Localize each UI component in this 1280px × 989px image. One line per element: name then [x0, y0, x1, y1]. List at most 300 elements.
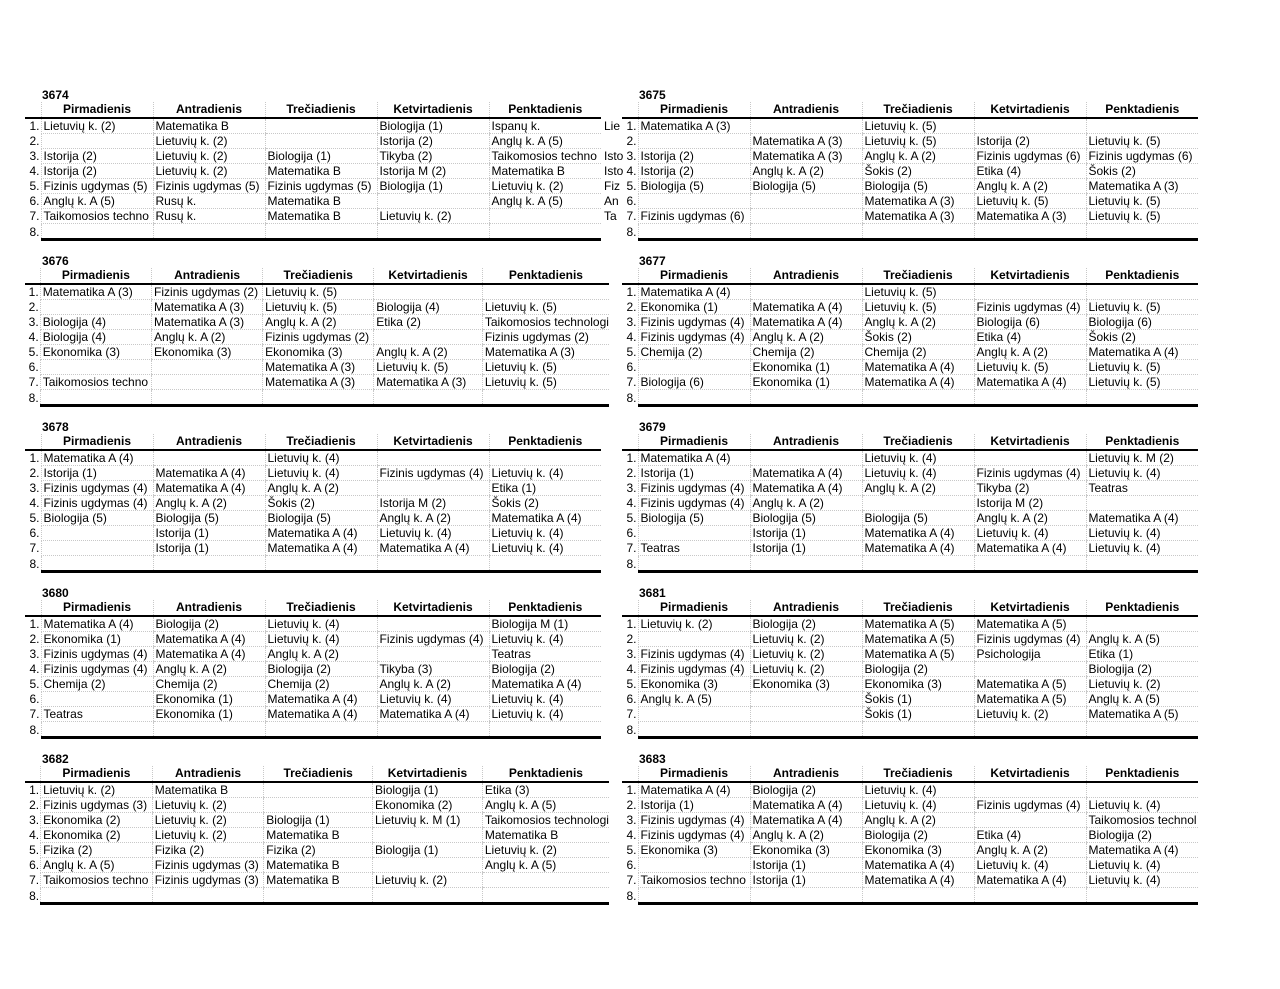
- lesson-number: 8.: [626, 888, 637, 903]
- lesson-cell: Matematika A (4): [750, 466, 862, 481]
- lesson-cell: Matematika A (5): [862, 632, 974, 647]
- lesson-number: 6.: [626, 194, 637, 208]
- lesson-cell: [153, 450, 265, 466]
- lesson-row: [622, 496, 1198, 511]
- lesson-number: 7.: [626, 375, 637, 389]
- lesson-cell: Fizika (2): [152, 843, 264, 858]
- lesson-cell: Lietuvių k. (4): [377, 526, 489, 541]
- day-header: Penktadienis: [1086, 600, 1198, 616]
- lesson-cell: [1086, 224, 1198, 240]
- schedule-table: [622, 600, 1198, 739]
- lesson-number: 8.: [29, 556, 40, 571]
- lesson-cell: [41, 722, 153, 738]
- lesson-cell: Lietuvių k. M (2): [1086, 450, 1198, 466]
- day-header: Pirmadienis: [638, 102, 750, 118]
- lesson-row: [622, 873, 1198, 888]
- lesson-cell: Ekonomika (1): [153, 707, 265, 722]
- day-header: Pirmadienis: [638, 600, 750, 616]
- lesson-cell: Chemija (2): [862, 345, 974, 360]
- lesson-cell: Anglų k. A (5): [41, 194, 153, 209]
- lesson-cell: Lietuvių k. (5): [1086, 375, 1198, 390]
- lesson-cell: Anglų k. A (5): [482, 798, 609, 813]
- lesson-cell: Matematika A (4): [974, 375, 1086, 390]
- lesson-number: 2.: [626, 798, 637, 812]
- day-header: Trečiadienis: [264, 766, 373, 782]
- lesson-row: [622, 616, 1198, 632]
- lesson-cell: [974, 813, 1086, 828]
- lesson-cell: Matematika A (4): [1086, 345, 1198, 360]
- lesson-number: 5.: [626, 179, 637, 193]
- lesson-number-header: [622, 434, 638, 450]
- lesson-row: [622, 149, 1198, 164]
- lesson-cell: [374, 390, 483, 406]
- lesson-cell: Lietuvių k. (2): [153, 134, 265, 149]
- lesson-cell: Biologija (1): [264, 813, 373, 828]
- lesson-cell: Fizika (2): [41, 843, 153, 858]
- lesson-cell: Etika (1): [489, 481, 601, 496]
- lesson-cell: Lietuvių k. (5): [482, 375, 609, 390]
- lesson-cell: Istorija (1): [638, 466, 750, 481]
- lesson-cell: Ekonomika (2): [41, 813, 153, 828]
- lesson-row: [622, 813, 1198, 828]
- lesson-cell: Lietuvių k. (4): [265, 632, 377, 647]
- lesson-cell: Chemija (2): [153, 677, 265, 692]
- lesson-cell: Lietuvių k. (5): [374, 360, 483, 375]
- lesson-cell: Istorija M (2): [377, 164, 489, 179]
- lesson-cell: Matematika A (5): [974, 616, 1086, 632]
- lesson-cell: Istorija (1): [638, 798, 750, 813]
- lesson-cell: Matematika A (5): [974, 692, 1086, 707]
- lesson-cell: [638, 707, 750, 722]
- lesson-cell: Taikomosios technol: [1086, 813, 1198, 828]
- lesson-row: [25, 556, 601, 572]
- lesson-cell: [750, 390, 862, 406]
- lesson-row: [622, 526, 1198, 541]
- lesson-cell: [377, 481, 489, 496]
- day-header: Ketvirtadienis: [974, 766, 1086, 782]
- lesson-cell: Matematika A (4): [489, 677, 601, 692]
- lesson-number: 5.: [29, 677, 40, 691]
- lesson-cell: Matematika A (3): [152, 300, 263, 315]
- lesson-row: [25, 224, 601, 240]
- lesson-cell: [974, 722, 1086, 738]
- lesson-cell: Istorija (2): [638, 164, 750, 179]
- lesson-cell: Lietuvių k. (4): [862, 450, 974, 466]
- lesson-cell: [482, 284, 609, 300]
- lesson-cell: [153, 556, 265, 572]
- lesson-row: [25, 315, 609, 330]
- lesson-row: [25, 164, 601, 179]
- lesson-cell: [265, 556, 377, 572]
- lesson-cell: Šokis (2): [1086, 164, 1198, 179]
- lesson-number: 2.: [626, 134, 637, 148]
- lesson-cell: [974, 284, 1086, 300]
- lesson-cell: Lietuvių k. (2): [153, 149, 265, 164]
- lesson-row: [622, 798, 1198, 813]
- lesson-cell: Taikomosios techno: [41, 873, 153, 888]
- lesson-number: 8.: [29, 224, 40, 239]
- lesson-cell: Matematika A (4): [750, 813, 862, 828]
- lesson-cell: Chemija (2): [750, 345, 862, 360]
- lesson-row: [622, 345, 1198, 360]
- lesson-cell: Fizinis ugdymas (6): [974, 149, 1086, 164]
- lesson-cell: Matematika A (4): [377, 707, 489, 722]
- lesson-number: 5.: [28, 345, 39, 359]
- lesson-row: [25, 149, 601, 164]
- lesson-row: [25, 360, 609, 375]
- lesson-cell: Lietuvių k. (4): [974, 858, 1086, 873]
- class-timetable: [622, 254, 1206, 414]
- lesson-number: 2.: [626, 300, 637, 314]
- lesson-cell: Anglų k. A (2): [974, 179, 1086, 194]
- lesson-cell: Matematika A (4): [265, 707, 377, 722]
- lesson-number: 7.: [29, 209, 40, 223]
- lesson-cell: [750, 284, 862, 300]
- lesson-row: [622, 315, 1198, 330]
- lesson-cell: Chemija (2): [41, 677, 153, 692]
- lesson-cell: Anglų k. A (2): [152, 330, 263, 345]
- lesson-cell: Matematika A (3): [638, 118, 750, 134]
- day-header: Trečiadienis: [862, 600, 974, 616]
- lesson-cell: Biologija (2): [750, 782, 862, 798]
- lesson-cell: Lietuvių k. (2): [41, 782, 153, 798]
- lesson-cell: Matematika A (5): [974, 677, 1086, 692]
- lesson-cell: [377, 722, 489, 738]
- lesson-cell: Fizinis ugdymas (3): [152, 873, 264, 888]
- lesson-cell: Matematika A (3): [974, 209, 1086, 224]
- class-timetable: [25, 420, 609, 580]
- schedule-table: [25, 268, 609, 407]
- lesson-cell: Lietuvių k. (4): [265, 466, 377, 481]
- lesson-number: 3.: [626, 481, 637, 495]
- day-header: Trečiadienis: [862, 102, 974, 118]
- lesson-number: 5.: [626, 677, 637, 691]
- lesson-cell: Matematika A (4): [862, 526, 974, 541]
- lesson-number: 5.: [29, 511, 40, 525]
- lesson-cell: Istorija (1): [153, 541, 265, 556]
- lesson-cell: Fizinis ugdymas (4): [638, 315, 750, 330]
- lesson-cell: [974, 450, 1086, 466]
- lesson-cell: [638, 858, 750, 873]
- lesson-number-header: [622, 102, 638, 118]
- day-header: Trečiadienis: [265, 102, 377, 118]
- lesson-cell: Istorija M (2): [377, 496, 489, 511]
- lesson-cell: [638, 134, 750, 149]
- lesson-cell: Lietuvių k. (5): [862, 284, 974, 300]
- lesson-number: 7.: [29, 707, 40, 721]
- lesson-cell: Ekonomika (3): [862, 677, 974, 692]
- lesson-cell: Istorija (2): [974, 134, 1086, 149]
- lesson-number: 8.: [626, 556, 637, 571]
- lesson-cell: [638, 888, 750, 904]
- lesson-cell: Ekonomika (3): [750, 843, 862, 858]
- lesson-cell: [638, 556, 750, 572]
- class-id-label: 3678: [42, 420, 69, 434]
- lesson-cell: Chemija (2): [638, 345, 750, 360]
- lesson-cell: Anglų k. A (2): [153, 496, 265, 511]
- lesson-row: [25, 481, 601, 496]
- lesson-cell: Anglų k. A (5): [489, 194, 601, 209]
- lesson-cell: Biologija (6): [638, 375, 750, 390]
- lesson-cell: Matematika A (3): [374, 375, 483, 390]
- lesson-cell: [862, 224, 974, 240]
- lesson-row: [622, 632, 1198, 647]
- lesson-cell: Fizinis ugdymas (5): [265, 179, 377, 194]
- lesson-cell: Anglų k. A (2): [862, 813, 974, 828]
- lesson-cell: Anglų k. A (2): [862, 315, 974, 330]
- lesson-cell: Matematika A (4): [750, 300, 862, 315]
- lesson-number: 4.: [626, 164, 637, 178]
- lesson-cell: Biologija (4): [40, 315, 151, 330]
- lesson-cell: Biologija (4): [40, 330, 151, 345]
- lesson-number: 3.: [626, 647, 637, 661]
- lesson-cell: Taikomosios techno: [638, 873, 750, 888]
- day-header: Antradienis: [153, 102, 265, 118]
- lesson-number-header: [622, 766, 638, 782]
- day-header: Penktadienis: [489, 434, 601, 450]
- lesson-cell: [152, 360, 263, 375]
- lesson-cell: Biologija M (1): [489, 616, 601, 632]
- lesson-row: [25, 179, 601, 194]
- lesson-cell: Chemija (2): [265, 677, 377, 692]
- lesson-row: [25, 496, 601, 511]
- day-header: Ketvirtadienis: [974, 268, 1086, 284]
- lesson-row: [622, 647, 1198, 662]
- lesson-cell: Lietuvių k. (2): [750, 662, 862, 677]
- day-header-row: [622, 766, 1198, 782]
- lesson-cell: Matematika B: [265, 164, 377, 179]
- lesson-cell: Lietuvių k. (5): [1086, 194, 1198, 209]
- lesson-cell: Matematika B: [489, 164, 601, 179]
- lesson-cell: [1086, 722, 1198, 738]
- day-header: Antradienis: [750, 434, 862, 450]
- lesson-cell: Anglų k. A (2): [974, 345, 1086, 360]
- lesson-number-header: [25, 600, 41, 616]
- lesson-row: [622, 541, 1198, 556]
- lesson-cell: Matematika A (5): [862, 616, 974, 632]
- lesson-cell: Anglų k. A (2): [750, 164, 862, 179]
- lesson-cell: [974, 556, 1086, 572]
- lesson-cell: Lietuvių k. (4): [1086, 873, 1198, 888]
- lesson-cell: Biologija (2): [1086, 828, 1198, 843]
- lesson-cell: Matematika A (4): [638, 450, 750, 466]
- lesson-row: [622, 209, 1198, 224]
- lesson-row: [25, 450, 601, 466]
- lesson-cell: [638, 390, 750, 406]
- lesson-cell: [1086, 616, 1198, 632]
- lesson-cell: Biologija (2): [265, 662, 377, 677]
- lesson-cell: Anglų k. A (2): [265, 647, 377, 662]
- day-header: Antradienis: [750, 766, 862, 782]
- lesson-cell: Lietuvių k. (5): [862, 300, 974, 315]
- lesson-number: 7.: [29, 873, 40, 887]
- lesson-cell: [1086, 888, 1198, 904]
- schedule-table: [25, 434, 601, 573]
- lesson-cell: Ekonomika (3): [40, 345, 151, 360]
- class-timetable: [25, 752, 609, 912]
- lesson-cell: Teatras: [41, 707, 153, 722]
- lesson-cell: [40, 360, 151, 375]
- lesson-cell: Biologija (5): [750, 179, 862, 194]
- day-header: Pirmadienis: [41, 434, 153, 450]
- lesson-cell: Istorija (1): [750, 526, 862, 541]
- lesson-cell: Lietuvių k. (2): [41, 118, 153, 134]
- day-header: Antradienis: [152, 268, 263, 284]
- lesson-cell: Matematika A (4): [1086, 843, 1198, 858]
- lesson-cell: Biologija (5): [862, 179, 974, 194]
- lesson-cell: Biologija (2): [153, 616, 265, 632]
- lesson-cell: Lietuvių k. (4): [489, 632, 601, 647]
- lesson-number: 7.: [626, 873, 637, 887]
- lesson-cell: Lietuvių k. (5): [482, 360, 609, 375]
- lesson-cell: [974, 390, 1086, 406]
- lesson-cell: Matematika A (4): [265, 541, 377, 556]
- lesson-number: 5.: [626, 843, 637, 857]
- lesson-row: [622, 888, 1198, 904]
- lesson-row: [622, 662, 1198, 677]
- day-header-row: [25, 268, 609, 284]
- lesson-number: 4.: [626, 662, 637, 676]
- lesson-cell: Biologija (5): [153, 511, 265, 526]
- lesson-cell: Lietuvių k. (4): [862, 466, 974, 481]
- lesson-cell: [1086, 284, 1198, 300]
- lesson-row: [25, 677, 601, 692]
- lesson-cell: Lietuvių k. (2): [750, 632, 862, 647]
- lesson-row: [25, 375, 609, 390]
- lesson-number: 4.: [29, 164, 40, 178]
- lesson-number: 8.: [626, 390, 637, 405]
- lesson-cell: Lietuvių k. (4): [974, 526, 1086, 541]
- lesson-cell: Matematika B: [264, 828, 373, 843]
- lesson-cell: Istorija M (2): [974, 496, 1086, 511]
- schedule-table: [25, 600, 601, 739]
- lesson-cell: Lietuvių k. (5): [263, 300, 374, 315]
- day-header-row: [622, 268, 1198, 284]
- day-header-row: [25, 102, 601, 118]
- day-header: Trečiadienis: [862, 434, 974, 450]
- lesson-number: 8.: [626, 722, 637, 737]
- lesson-cell: [638, 224, 750, 240]
- day-header: Antradienis: [750, 268, 862, 284]
- lesson-cell: [41, 224, 153, 240]
- lesson-cell: Lietuvių k. (4): [489, 466, 601, 481]
- day-header: Trečiadienis: [265, 434, 377, 450]
- class-id-label: 3679: [639, 420, 666, 434]
- lesson-cell: Biologija (5): [750, 511, 862, 526]
- lesson-cell: [153, 722, 265, 738]
- lesson-cell: Anglų k. A (5): [638, 692, 750, 707]
- schedule-table: [25, 766, 609, 905]
- lesson-row: [25, 541, 601, 556]
- lesson-cell: Fizinis ugdymas (4): [41, 647, 153, 662]
- lesson-number: 1.: [626, 617, 637, 632]
- lesson-cell: [489, 209, 601, 224]
- day-header-row: [25, 434, 601, 450]
- lesson-row: [622, 511, 1198, 526]
- lesson-cell: Ekonomika (3): [638, 843, 750, 858]
- lesson-cell: Matematika A (3): [263, 375, 374, 390]
- lesson-row: [622, 828, 1198, 843]
- lesson-cell: [377, 224, 489, 240]
- day-header: Pirmadienis: [638, 766, 750, 782]
- lesson-cell: Matematika A (4): [638, 782, 750, 798]
- lesson-cell: Matematika A (4): [862, 541, 974, 556]
- lesson-number-header: [622, 600, 638, 616]
- lesson-row: [25, 511, 601, 526]
- lesson-cell: Biologija (2): [489, 662, 601, 677]
- day-header: Trečiadienis: [862, 766, 974, 782]
- lesson-cell: [638, 722, 750, 738]
- lesson-cell: Matematika A (4): [153, 466, 265, 481]
- day-header: Antradienis: [153, 600, 265, 616]
- lesson-number: 6.: [626, 692, 637, 706]
- lesson-cell: Lietuvių k. (4): [489, 692, 601, 707]
- lesson-cell: Matematika A (4): [489, 511, 601, 526]
- lesson-cell: Lietuvių k. (5): [974, 360, 1086, 375]
- day-header-row: [25, 766, 609, 782]
- lesson-number-header: [25, 268, 40, 284]
- lesson-cell: [265, 224, 377, 240]
- lesson-row: [622, 677, 1198, 692]
- class-id-label: 3683: [639, 752, 666, 766]
- lesson-cell: Matematika A (4): [41, 450, 153, 466]
- schedule-table: [622, 102, 1198, 241]
- lesson-cell: Lietuvių k. (4): [862, 798, 974, 813]
- lesson-cell: Matematika A (4): [153, 647, 265, 662]
- lesson-cell: [265, 722, 377, 738]
- lesson-number: 6.: [626, 360, 637, 374]
- lesson-cell: Matematika A (4): [265, 692, 377, 707]
- lesson-cell: Lietuvių k. (2): [1086, 677, 1198, 692]
- lesson-cell: Matematika A (4): [377, 541, 489, 556]
- lesson-cell: Matematika A (4): [153, 632, 265, 647]
- lesson-cell: Lietuvių k. (4): [489, 707, 601, 722]
- lesson-cell: Istorija (1): [750, 858, 862, 873]
- overflow-text: An: [604, 194, 619, 208]
- lesson-number-header: [622, 268, 638, 284]
- lesson-number-header: [25, 766, 41, 782]
- overflow-text: Fiz: [604, 179, 620, 193]
- lesson-cell: Lietuvių k. (4): [489, 526, 601, 541]
- day-header: Antradienis: [750, 600, 862, 616]
- lesson-cell: Matematika A (3): [750, 149, 862, 164]
- lesson-cell: [265, 118, 377, 134]
- lesson-cell: Matematika A (3): [862, 194, 974, 209]
- lesson-row: [622, 466, 1198, 481]
- class-timetable: [622, 88, 1206, 248]
- lesson-cell: [750, 194, 862, 209]
- lesson-cell: Lietuvių k. (5): [1086, 134, 1198, 149]
- lesson-number: 1.: [29, 451, 40, 466]
- class-id-label: 3676: [42, 254, 69, 268]
- lesson-cell: Biologija (2): [862, 662, 974, 677]
- lesson-number: 1.: [626, 783, 637, 798]
- lesson-number: 3.: [29, 647, 40, 661]
- lesson-cell: [638, 360, 750, 375]
- lesson-number: 4.: [626, 330, 637, 344]
- lesson-cell: [263, 390, 374, 406]
- lesson-row: [25, 888, 609, 904]
- lesson-cell: Anglų k. A (5): [482, 858, 609, 873]
- lesson-cell: Lietuvių k. (2): [373, 873, 483, 888]
- day-header: Ketvirtadienis: [374, 268, 483, 284]
- lesson-cell: Matematika B: [482, 828, 609, 843]
- lesson-cell: Istorija (1): [750, 873, 862, 888]
- schedule-table: [622, 766, 1198, 905]
- lesson-cell: [264, 888, 373, 904]
- lesson-cell: [638, 632, 750, 647]
- lesson-row: [25, 390, 609, 406]
